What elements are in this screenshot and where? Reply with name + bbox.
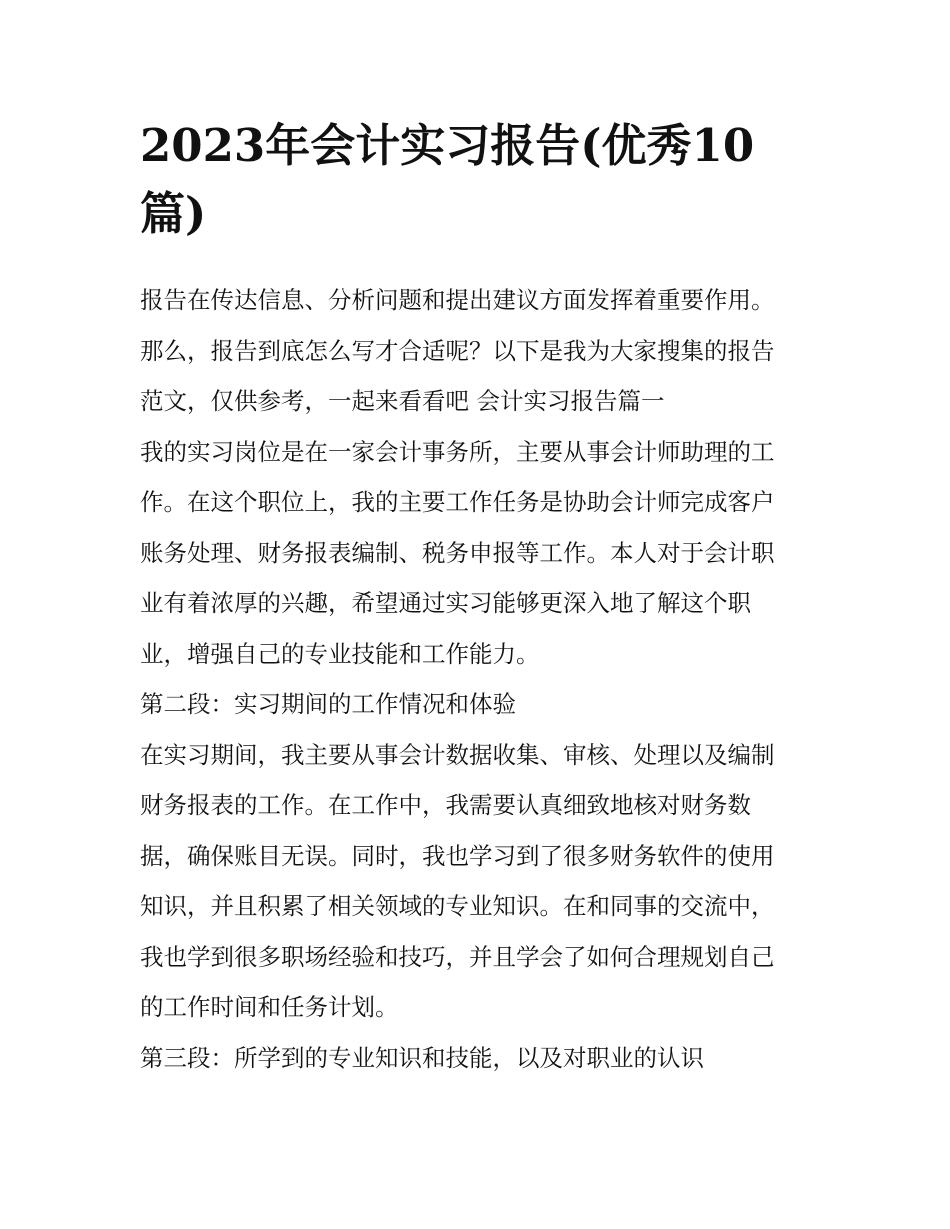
paragraph-1 [140,427,812,680]
paragraph-line: 我也学到很多职场经验和技巧，并且学会了如何合理规划自己 [140,942,775,971]
section-heading-3: 第三段：所学到的专业知识和技能，以及对职业的认识 [140,1043,704,1072]
section-heading-2: 第二段：实习期间的工作情况和体验 [140,690,516,718]
document-title [140,112,812,248]
document-page [140,112,812,1083]
intro-line: 报告在传达信息、分析问题和提出建议方面发挥着重要作用。 [140,286,775,314]
paragraph-line: 财务报表的工作。在工作中，我需要认真细致地核对财务数 [140,791,751,819]
paragraph-line: 作。在这个职位上，我的主要工作任务是协助会计师完成客户 [140,488,775,516]
paragraph-line: 知识，并且积累了相关领域的专业知识。在和同事的交流中， [140,892,775,920]
paragraph-2 [140,730,812,1033]
paragraph-line: 我的实习岗位是在一家会计事务所，主要从事会计师助理的工 [140,437,775,466]
paragraph-line: 业有着浓厚的兴趣，希望通过实习能够更深入地了解这个职 [140,589,751,617]
intro-line: 那么，报告到底怎么写才合适呢？以下是我为大家搜集的报告 [140,336,775,365]
paragraph-line: 账务处理、财务报表编制、税务申报等工作。本人对于会计职 [140,538,775,567]
paragraph-line: 的工作时间和任务计划。 [140,993,399,1021]
paragraph-line: 在实习期间，我主要从事会计数据收集、审核、处理以及编制 [140,740,775,769]
title-line-2: 篇) [140,187,207,240]
title-line-1: 2023年会计实习报告(优秀10 [140,119,755,172]
intro-paragraph [140,275,812,427]
intro-line: 范文，仅供参考，一起来看看吧 会计实习报告篇一 [140,387,665,415]
paragraph-line: 业，增强自己的专业技能和工作能力。 [140,639,540,668]
paragraph-line: 据，确保账目无误。同时，我也学习到了很多财务软件的使用 [140,841,775,870]
